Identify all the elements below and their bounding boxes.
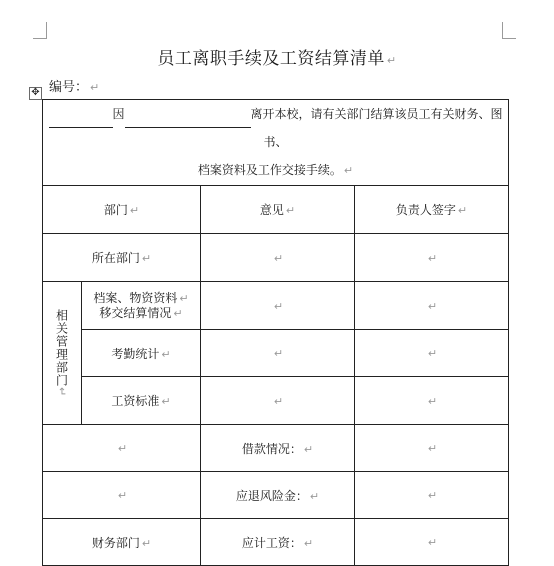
- name-blank[interactable]: [49, 113, 113, 128]
- own-department-cell: [43, 234, 201, 282]
- related-departments-text: [54, 309, 71, 397]
- archives-line2: 移交结算情况: [99, 305, 172, 320]
- paragraph-mark-icon: ↵: [117, 489, 128, 502]
- header-signature: [355, 186, 509, 234]
- paragraph-mark-icon: ↵: [90, 81, 100, 94]
- paragraph-mark-icon: ↵: [309, 489, 320, 503]
- empty-cell[interactable]: [43, 472, 201, 519]
- header-opinion-text: 意见: [259, 203, 284, 217]
- signature-cell[interactable]: [355, 519, 509, 566]
- paragraph-mark-icon: ↵: [273, 347, 284, 360]
- attendance-cell: [82, 330, 201, 377]
- signature-cell[interactable]: [355, 330, 509, 377]
- header-signature-text: 负责人签字: [395, 203, 456, 217]
- header-opinion: [201, 186, 355, 234]
- insurance-label: 应退风险金：: [235, 488, 308, 503]
- paragraph-mark-icon: ↵: [386, 54, 397, 67]
- paragraph-mark-icon: ↵: [173, 306, 183, 320]
- opinion-cell[interactable]: [201, 234, 355, 282]
- header-department-text: 部门: [103, 203, 128, 217]
- finance-dept-text: 财务部门: [91, 535, 140, 550]
- related-departments-cell: [43, 282, 82, 425]
- paragraph-mark-icon: ↵: [161, 347, 171, 361]
- paragraph-mark-icon: ↵: [285, 204, 296, 217]
- table-row: [43, 234, 509, 282]
- archives-cell: [82, 282, 201, 330]
- related-group-label: 相关管理部门: [54, 308, 69, 387]
- paragraph-mark-icon: ↵: [141, 252, 152, 265]
- page-corner-mark-left: [33, 22, 47, 39]
- paragraph-mark-icon: ↵: [129, 204, 140, 217]
- empty-cell[interactable]: [43, 425, 201, 472]
- table-row: [43, 330, 509, 377]
- loan-cell: [201, 425, 355, 472]
- opinion-cell[interactable]: [201, 282, 355, 330]
- paragraph-mark-icon: ↵: [427, 394, 438, 408]
- table-row: [43, 472, 509, 519]
- intro-line1-text: 离开本校，请有关部门结算该员工有关财务、图书、: [250, 107, 503, 149]
- paragraph-mark-icon: ↵: [273, 299, 284, 313]
- signature-cell[interactable]: [355, 425, 509, 472]
- signature-cell[interactable]: [355, 234, 509, 282]
- because-text: 因: [112, 107, 125, 121]
- table-row: [43, 519, 509, 566]
- paragraph-mark-icon: ↵: [427, 536, 438, 549]
- paragraph-mark-icon: ↵: [303, 536, 314, 550]
- insurance-cell: [201, 472, 355, 519]
- paragraph-mark-icon: ↵: [457, 204, 468, 217]
- paragraph-mark-icon: ↵: [427, 299, 438, 313]
- own-department-text: 所在部门: [91, 251, 140, 265]
- paragraph-mark-icon: ↵: [427, 251, 438, 265]
- archives-line1: 档案、物资资料: [93, 290, 178, 305]
- serial-label: 编号：: [49, 80, 89, 95]
- opinion-cell[interactable]: [201, 330, 355, 377]
- finance-dept-cell: [43, 519, 201, 566]
- document-title: [0, 44, 554, 69]
- header-row: [43, 186, 509, 234]
- paragraph-mark-icon: ↵: [273, 394, 284, 408]
- paragraph-mark-icon: ↵: [427, 347, 438, 360]
- salary-cell: [201, 519, 355, 566]
- signature-cell[interactable]: [355, 472, 509, 519]
- intro-line2-text: 档案资料及工作交接手续。: [197, 163, 342, 177]
- salary-label: 应计工资：: [241, 535, 302, 550]
- table-move-handle-icon[interactable]: ✥: [29, 87, 42, 100]
- paragraph-mark-icon: ↵: [343, 164, 354, 177]
- salary-standard-cell: [82, 377, 201, 425]
- paragraph-mark-icon: ↵: [427, 489, 438, 502]
- paragraph-mark-icon: ↵: [55, 386, 69, 398]
- title-text: 员工离职手续及工资结算清单: [157, 49, 385, 69]
- paragraph-mark-icon: ↵: [303, 442, 314, 456]
- paragraph-mark-icon: ↵: [273, 251, 284, 265]
- serial-number-line: [49, 76, 99, 95]
- table-row: [43, 282, 509, 330]
- salary-standard-text: 工资标准: [111, 394, 160, 408]
- clearance-table: [42, 99, 509, 566]
- paragraph-mark-icon: ↵: [141, 536, 152, 550]
- opinion-cell[interactable]: [201, 377, 355, 425]
- signature-cell[interactable]: [355, 377, 509, 425]
- table-row: [43, 425, 509, 472]
- paragraph-mark-icon: ↵: [427, 442, 438, 455]
- paragraph-mark-icon: ↵: [179, 291, 189, 305]
- attendance-text: 考勤统计: [111, 346, 160, 361]
- page-corner-mark-right: [502, 22, 516, 39]
- intro-row: [43, 100, 509, 186]
- table-row: [43, 377, 509, 425]
- paragraph-mark-icon: ↵: [117, 442, 128, 455]
- header-department: [43, 186, 201, 234]
- loan-label: 借款情况：: [241, 441, 302, 456]
- reason-blank[interactable]: [125, 113, 251, 128]
- signature-cell[interactable]: [355, 282, 509, 330]
- paragraph-mark-icon: ↵: [161, 395, 171, 408]
- intro-cell: [43, 100, 509, 186]
